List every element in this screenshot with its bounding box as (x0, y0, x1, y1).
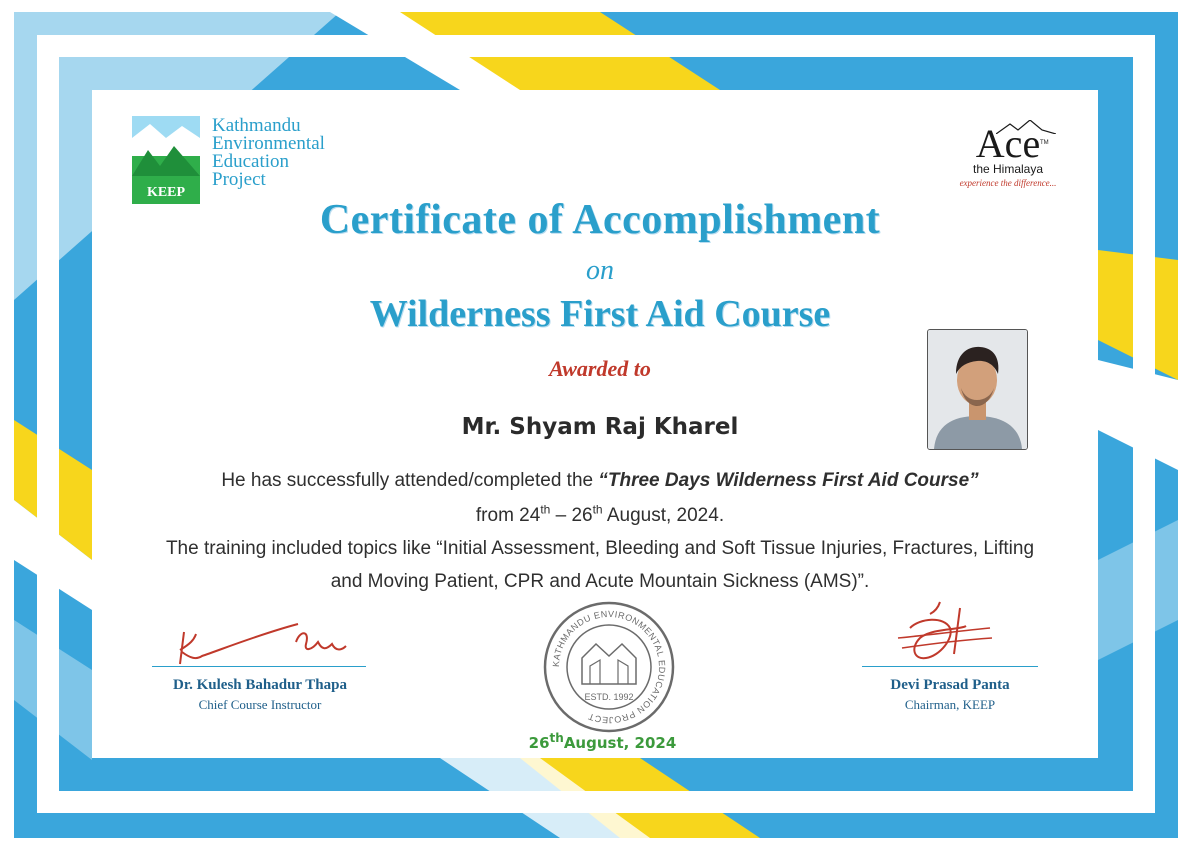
date-from-suffix: th (540, 502, 551, 517)
statement-course: “Three Days Wilderness First Aid Course” (598, 470, 979, 491)
certificate-title: Certificate of Accomplishment (319, 197, 881, 243)
signature-line-right (862, 666, 1038, 667)
ace-word: Ace (975, 121, 1041, 166)
keep-line-2: Environmental (212, 133, 325, 154)
date-rest-text: August, 2024 (563, 734, 677, 752)
ace-subtitle: the Himalaya (972, 162, 1044, 176)
ace-logo (948, 118, 1068, 198)
signatory-role-right: Chairman, KEEP (904, 697, 996, 712)
date-suffix: th (549, 731, 564, 745)
signatory-role-left: Chief Course Instructor (198, 697, 322, 712)
mountain-icon (996, 120, 1056, 134)
date-to-suffix: th (592, 502, 603, 517)
date-from: from 24 (475, 505, 541, 526)
awarded-to: Awarded to (549, 356, 651, 381)
date-dash: – 26 (550, 505, 593, 526)
course-dates (0, 502, 1200, 527)
svg-text:KATHMANDU ENVIRONMENTAL EDUCAT (551, 609, 667, 725)
keep-logo-icon (132, 116, 200, 204)
ace-trademark: TM (1040, 140, 1049, 146)
completion-statement (0, 470, 1200, 492)
signature-right-icon (880, 598, 1000, 668)
keep-line-3: Education (212, 151, 290, 172)
title-on: on (586, 255, 614, 286)
date-rest: August, 2024. (602, 505, 725, 526)
signatory-name-left: Dr. Kulesh Bahadur Thapa (173, 677, 347, 693)
person-photo-icon (928, 330, 1027, 449)
topics-line-1: The training included topics like “Initial Assessment, Bleeding and Soft Tissue Injuries, Fractures, Lifting (165, 538, 1035, 559)
seal-ring-text: KATHMANDU ENVIRONMENTAL EDUCATION PROJECT (550, 608, 668, 726)
signatory-name-right: Devi Prasad Panta (890, 677, 1010, 693)
keep-seal-icon (542, 600, 676, 734)
course-title: Wilderness First Aid Course (369, 293, 831, 335)
date-day: 26 (528, 734, 550, 752)
recipient-photo (927, 329, 1028, 450)
topics-line-2: and Moving Patient, CPR and Acute Mountain Sickness (AMS)”. (330, 571, 870, 592)
keep-line-4: Project (212, 169, 266, 190)
issue-date (0, 731, 1200, 752)
signature-left-icon (150, 620, 370, 670)
keep-line-1: Kathmandu (212, 115, 301, 136)
signature-line-left (152, 666, 366, 667)
statement-prefix: He has successfully attended/completed the (221, 470, 599, 491)
seal-estd: ESTD. 1992 (584, 692, 634, 702)
keep-org-name (212, 117, 325, 189)
ace-tagline: experience the difference... (959, 178, 1057, 188)
keep-badge: KEEP (146, 185, 186, 200)
recipient-name: Mr. Shyam Raj Kharel (461, 414, 739, 440)
